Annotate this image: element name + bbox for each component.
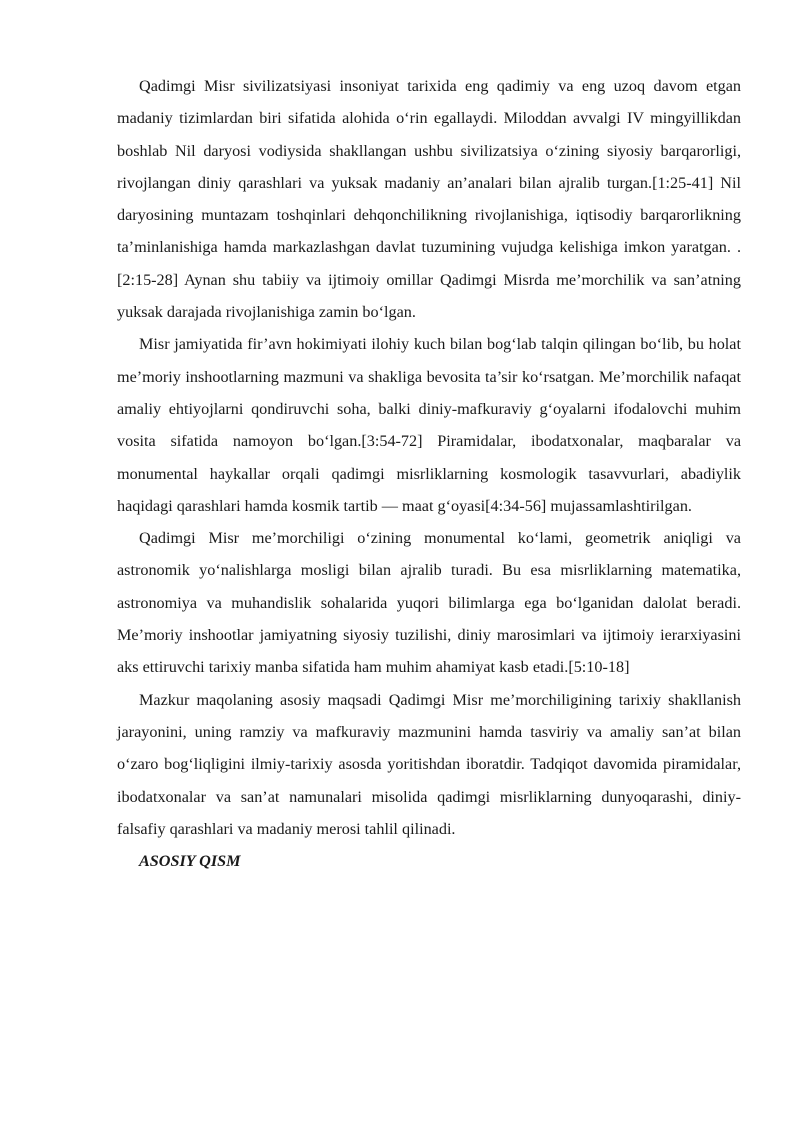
section-heading: ASOSIY QISM: [139, 852, 241, 871]
paragraph-pharaoh-power: Misr jamiyatida fir’avn hokimiyati ilohiy kuch bilan bog‘lab talqin qilingan bo‘lib, bu holat me’moriy inshootlarning mazmuni va shakliga bevosita ta’sir ko‘rsatgan. Me’morchilik nafaqat amaliy ehtiyojlarni qondiruvchi soha, balki diniy-mafkuraviy g‘oyalarni ifodalovchi muhim vosita sifatida namoyon bo‘lgan.[3:54-72] Piramidalar, ibodatxonalar, maqbaralar va monumental haykallar orqali qadimgi misrliklarning kosmologik tasavvurlari, abadiylik haqidagi qarashlari hamda kosmik tartib — maat g‘oyasi[4:34-56] mujassamlashtirilgan.: [117, 335, 741, 515]
paragraph-architecture-features: Qadimgi Misr me’morchiligi o‘zining monumental ko‘lami, geometrik aniqligi va astronomik yo‘nalishlarga mosligi bilan ajralib turadi. Bu esa misrliklarning matematika, astronomiya va muhandislik sohalarida yuqori bilimlarga ega bo‘lganidan dalolat beradi. Me’moriy inshootlar jamiyatning siyosiy tuzilishi, diniy marosimlari va ijtimoiy ierarxiyasini aks ettiruvchi tarixiy manba sifatida ham muhim ahamiyat kasb etadi.[5:10-18]: [117, 529, 741, 677]
paragraph-intro: Qadimgi Misr sivilizatsiyasi insoniyat tarixida eng qadimiy va eng uzoq davom etgan madaniy tizimlardan biri sifatida alohida o‘rin egallaydi. Miloddan avvalgi IV mingyillikdan boshlab Nil daryosi vodiysida shakllangan ushbu sivilizatsiya o‘zining siyosiy barqarorligi, rivojlangan diniy qarashlari va yuksak madaniy an’analari bilan ajralib turgan.[1:25-41] Nil daryosining muntazam toshqinlari dehqonchilikning rivojlanishiga, iqtisodiy barqarorlikning ta’minlanishiga hamda markazlashgan davlat tuzumining vujudga kelishiga imkon yaratgan. .[2:15-28] Aynan shu tabiiy va ijtimoiy omillar Qadimgi Misrda me’morchilik va san’atning yuksak darajada rivojlanishiga zamin bo‘lgan.: [117, 77, 741, 322]
paragraph-article-goal: Mazkur maqolaning asosiy maqsadi Qadimgi Misr me’morchiligining tarixiy shakllanish jarayonini, uning ramziy va mafkuraviy mazmunini hamda tasviriy va amaliy san’at bilan o‘zaro bog‘liqligini ilmiy-tarixiy asosda yoritishdan iboratdir. Tadqiqot davomida piramidalar, ibodatxonalar va san’at namunalari misolida qadimgi misrliklarning dunyoqarashi, diniy-falsafiy qarashlari va madaniy merosi tahlil qilinadi.: [117, 690, 741, 838]
document-page: [117, 70, 741, 877]
